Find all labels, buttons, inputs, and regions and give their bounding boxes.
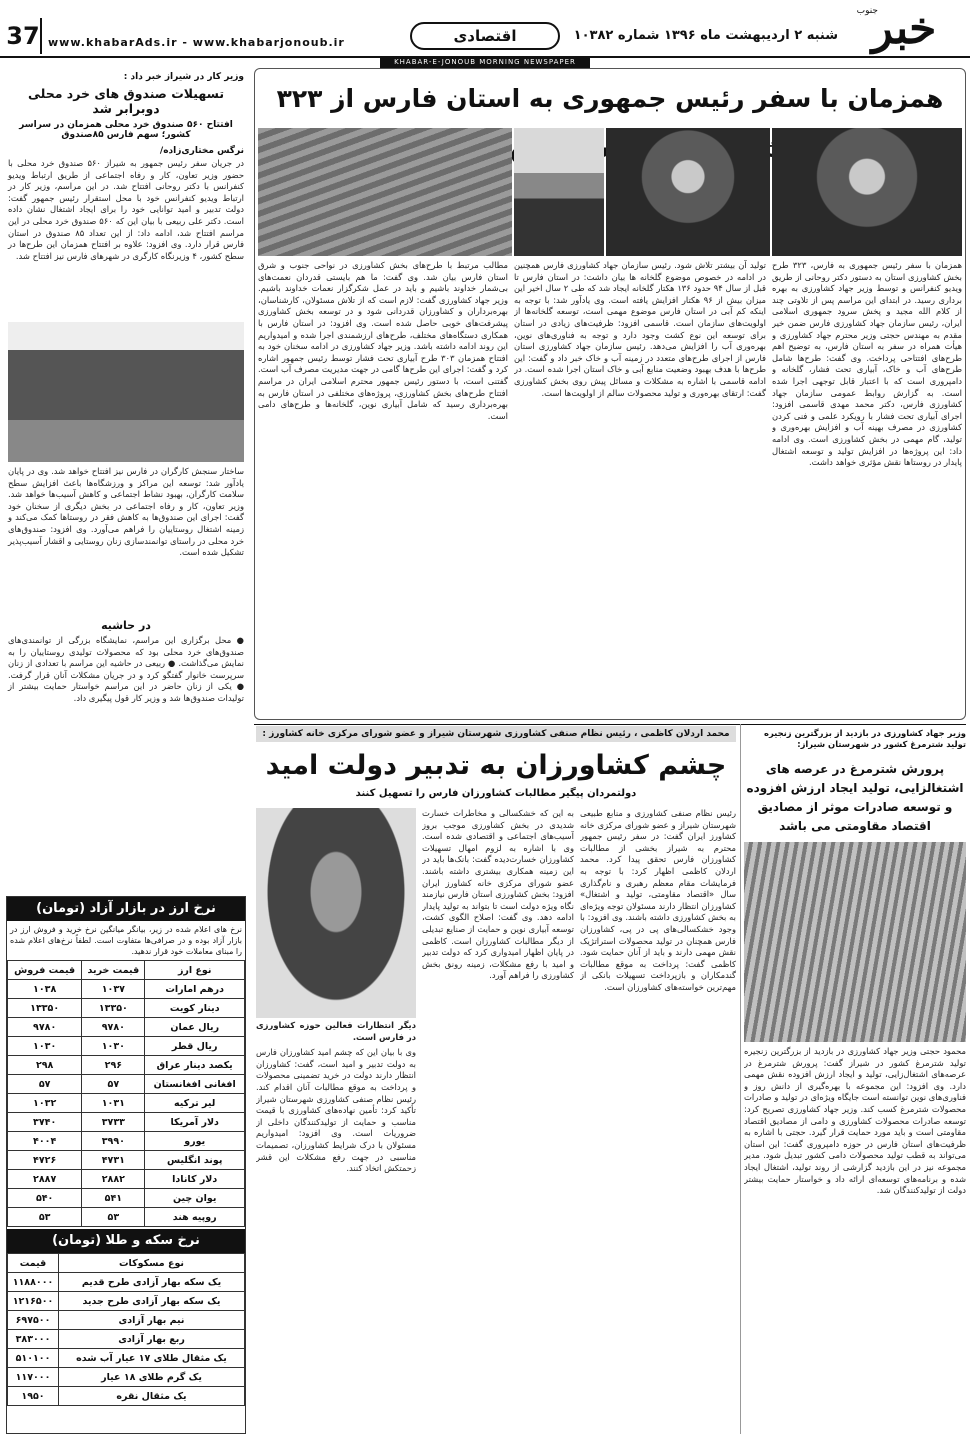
left-body-2: ساختار سنجش کارگران در فارس نیز افتتاح خواهد شد. وی در پایان یادآور شد: توسعه این مراکز و ورزشگاه‌ها باعث افزایش سطح سلامت کارگران، بهبود نشاط اجتماعی و کاهش آسیب‌ها خواهد شد. وزیر تعاون، کار و رفاه اجتماعی در بخش دیگری از سخنان خود گفت: اجرای این صندوق‌ها به کاهش فقر در روستاها کمک می‌کند و زمینه اشتغال روستاییان را فراهم می‌آورد. وی افزود: صندوق‌های خرد محلی در راستای توانمندسازی زنان روستایی و اقشار آسیب‌پذیر تشکیل شده است. [8,466,244,558]
second-headline: چشم کشاورزان به تدبیر دولت امید [265,750,727,781]
currency-panel [6,896,246,1434]
coin-cell: یک سکه بهار آزادی طرح قدیم [59,1273,245,1292]
currency-cell: ۱۰۳۷ [82,980,145,999]
currency-cell: ۳۹۹۰ [82,1132,145,1151]
currency-cell: ۲۹۸ [8,1056,82,1075]
currency-title: نرخ ارز در بازار آزاد (تومان) [7,897,245,921]
left-column-story [4,70,248,890]
col-header: قیمت [8,1254,59,1273]
currency-cell: پوند انگلیس [145,1151,245,1170]
currency-row [8,1113,245,1132]
second-subhead: دولتمردان پیگیر مطالبات کشاورزان فارس را تسهیل کنند [355,788,637,799]
currency-note: نرخ های اعلام شده در زیر، بیانگر میانگین نرخ خرید و فروش ارز در بازار آزاد بوده و در صرافی‌ها متفاوت است. لطفاً نرخ‌های اعلام شده را مبنای معاملات خود قرار ندهید. [10,925,242,956]
second-col1: رئیس نظام صنفی کشاورزی و منابع طبیعی شهرستان شیراز و عضو شورای مرکزی خانه کشاورز ایران گفت: در سفر رئیس جمهور محترم به شیراز بخشی از مطالبات کشاورزان فارس تحقق پیدا کرد. محمد اردلان کاظمی اظهار کرد: با توجه به فرمایشات مقام معظم رهبری و نام‌گذاری سال «اقتصاد مقاومتی، تولید و اشتغال» کشاورزان انتظار دارند مسئولان توجه ویژه‌ای به بخش کشاورزی داشته باشند. وی افزود: با وجود خشکسالی‌های پی در پی، کشاورزان فارس همچنان در تولید محصولات استراتژیک نقش مهمی دارند و باید از آنان حمایت شود. کاظمی گفت: پرداخت به موقع مطالبات گندمکاران و بازپرداخت تسهیلات بانکی از مهم‌ترین خواسته‌های کشاورزان است. [580,808,736,992]
main-story-col3: مطالب مرتبط با طرح‌های بخش کشاورزی در نواحی جنوب و شرق استان فارس بیان شد. وی گفت: ما هم بایستی قدردان نعمت‌های بی‌شمار خداوند باشیم و باید در عمل شکرگزار نعمات خداوند باشیم. وزیر جهاد کشاورزی گفت: لازم است که از تلاش مسئولان، کارشناسان، بهره‌برداران و کشاورزان قدردانی شود و در توسعه بخش کشاورزی پیشرفت‌های خوبی حاصل شده است. وی افزود: در استان فارس با همکاری دستگاه‌های مختلف، طرح‌های ارزشمندی اجرا شده و امیدواریم این روند ادامه داشته باشد. وزیر جهاد کشاورزی در ادامه سخنان خود به افتتاح همزمان ۳۰۳ طرح آبیاری تحت فشار توسط رئیس جمهور اشاره کرد و گفت: اجرای این طرح‌ها گامی در جهت مدیریت مصرف آب است. گفتنی است، با دستور رئیس جمهور محترم اسلامی ایران در مراسم افتتاح طرح‌های بخش کشاورزی، پروژه‌های مختلفی در استان فارس به بهره‌برداری رسید که شامل آبیاری نوین، گلخانه‌ها و طرح‌های دامی است. [258,260,508,421]
currency-cell: ۴۰۰۴ [8,1132,82,1151]
coin-row [8,1292,245,1311]
currency-cell: دینار کویت [145,999,245,1018]
currency-row [8,1132,245,1151]
currency-cell: ریال عمان [145,1018,245,1037]
coin-cell: نیم بهار آزادی [59,1311,245,1330]
coin-table [7,1253,245,1406]
coin-row [8,1311,245,1330]
currency-cell: ۲۸۸۷ [8,1170,82,1189]
currency-cell: ۵۷ [8,1075,82,1094]
second-col3 [256,1020,416,1430]
coin-row [8,1349,245,1368]
currency-cell: ۲۹۶ [82,1056,145,1075]
coin-cell: یک سکه بهار آزادی طرح جدید [59,1292,245,1311]
currency-cell: ۳۷۴۰ [8,1113,82,1132]
main-headline: همزمان با سفر رئیس جمهوری به استان فارس از ۳۲۳ [276,84,944,113]
coin-cell: ۱۱۷۰۰۰ [8,1368,59,1387]
coin-cell: ۱۱۸۸۰۰۰ [8,1273,59,1292]
currency-cell: افغانی افغانستان [145,1075,245,1094]
currency-cell: ۱۰۳۰ [82,1037,145,1056]
col-header: نوع مسکوکات [59,1254,245,1273]
third-kicker: وزیر جهاد کشاورزی در بازدید از بزرگترین زنجیره تولید شترمرغ کشور در شهرستان شیراز: [764,728,966,749]
currency-cell: ۱۳۳۵۰ [8,999,82,1018]
coin-cell: یک مثقال نقره [59,1387,245,1406]
currency-cell: ۵۳ [8,1208,82,1227]
col-header: نوع ارز [145,961,245,980]
coin-row [8,1387,245,1406]
divider [254,724,966,725]
currency-header-row [8,961,245,980]
photo-speaker [606,128,770,256]
left-subhead-2: در حاشیه [101,619,151,632]
left-headline: تسهیلات صندوق های خرد محلی دوبرابر شد [27,86,225,116]
currency-cell: ۱۰۳۸ [8,980,82,999]
website-urls[interactable]: www.khabarAds.ir - www.khabarjonoub.ir [48,36,345,49]
currency-cell: دلار آمریکا [145,1113,245,1132]
currency-cell: ۴۷۲۶ [8,1151,82,1170]
newspaper-logo: خبر [871,3,937,54]
page-number: 37 [6,18,42,54]
main-story-col1: همزمان با سفر رئیس جمهوری به فارس، ۳۲۳ طرح بخش کشاورزی استان به دستور دکتر روحانی از طریق ویدیو کنفرانس و توسط وزیر جهاد کشاورزی به بهره برداری رسید. در ابتدای این مراسم پس از تلاوتی چند از کلام الله مجید و پخش سرود جمهوری اسلامی ایران، رئیس سازمان جهاد کشاورزی فارس ضمن خیر مقدم به مهندس حجتی وزیر محترم جهاد کشاورزی و هیأت همراه در سفر به استان فارس، به توضیح اهم طرح‌های افتتاحی پرداخت. وی گفت: طرح‌ها شامل طرح‌های آب و خاک، آبیاری تحت فشار، گلخانه و دامپروری است که با اعتبار قابل توجهی اجرا شده است. به گزارش روابط عمومی سازمان جهاد کشاورزی فارس، دکتر محمد مهدی قاسمی افزود: اجرای آبیاری تحت فشار با رویکرد علمی و فنی کردن کشاورزی در مصرف بهینه آب و افزایش بهره‌وری و تولید، گام مهمی در بخش کشاورزی است. وی ادامه داد: این پروژه‌ها در افزایش تولید و توسعه اشتغال پایدار در روستاها نقش مؤثری خواهد داشت. [772,260,962,468]
currency-row [8,1189,245,1208]
main-story-col2: تولید آن بیشتر تلاش شود. رئیس سازمان جهاد کشاورزی فارس همچنین در ادامه در خصوص موضوع گلخانه ها بیان داشت: در استان فارس تا قبل از سال ۹۴ حدود ۱۳۶ هکتار گلخانه ایجاد شد که طی ۲ سال اخیر این میزان بیش از ۹۶ هکتار افزایش یافته است. وی یادآور شد: با توجه به اینکه کم آبی در استان فارس موضوع مهمی است، توسعه گلخانه‌ها از اولویت‌های سازمان است. قاسمی افزود: ظرفیت‌های زیادی در استان برای توسعه این نوع کشت وجود دارد و توجه به فناوری‌های نوین، بهره‌وری آب را افزایش می‌دهد. رئیس سازمان جهاد کشاورزی استان فارس از اجرای طرح‌های متعدد در زمینه آب و خاک خبر داد و گفت: این طرح‌ها با هدف بهبود وضعیت منابع آبی و خاک استان اجرا شده است. در ادامه قاسمی با اشاره به مشکلات و مسائل پیش روی بخش کشاورزی گفت: ارتقای بهره‌وری و تولید محصولات سالم از اولویت‌ها است. [514,260,766,398]
coin-title: نرخ سکه و طلا (تومان) [7,1229,245,1253]
photo-kazemi [256,808,416,1018]
col-header: قیمت فروش [8,961,82,980]
currency-row [8,999,245,1018]
currency-cell: ۹۷۸۰ [8,1018,82,1037]
currency-cell: ۲۸۸۲ [82,1170,145,1189]
photo-ostrich-farm [744,842,966,1042]
third-headline: پرورش شترمرغ در عرصه های اشتغالزایی، تولید ایجاد ارزش افزوده و توسعه صادرات موثر از مصادیق اقتصاد مقاومتی می باشد [746,762,964,833]
currency-cell: ۱۳۳۵۰ [82,999,145,1018]
coin-header-row [8,1254,245,1273]
coin-cell: ۵۱۰۱۰۰ [8,1349,59,1368]
currency-row [8,1056,245,1075]
currency-row [8,1018,245,1037]
left-body-1: در جریان سفر رئیس جمهور به شیراز ۵۶۰ صندوق خرد محلی با حضور وزیر تعاون، کار و رفاه اجتماعی از طریق ارتباط ویدیو کنفرانس با دکتر روحانی افتتاح شد. در این مراسم، وزیر کار در ارتباط ویدیو کنفرانس خود با محل استقرار رئیس جمهور گفت: دولت تدبیر و امید توانایی خود را برای ایجاد اشتغال نشان داده است. دکتر علی ربیعی با بیان این که ۵۶۰ صندوق خرد محلی در این مراسم افتتاح شد، ادامه داد: از این تعداد ۸۵ صندوق در استان فارس قرار دارد. وی افزود: علاوه بر افتتاح همزمان این طرح‌ها در سطح کشور، ۴ وزیرنگاه کارگری در شهرهای فارس نیز افتتاح شد. [8,158,244,261]
currency-row [8,1094,245,1113]
coin-row [8,1273,245,1292]
coin-cell: ربع بهار آزادی [59,1330,245,1349]
currency-row [8,1037,245,1056]
masthead-strip: KHABAR-E-JONOUB MORNING NEWSPAPER [380,56,590,68]
coin-cell: ۱۲۱۶۵۰۰ [8,1292,59,1311]
currency-cell: روپیه هند [145,1208,245,1227]
currency-cell: ۵۷ [82,1075,145,1094]
currency-cell: ۵۳ [82,1208,145,1227]
currency-cell: ۳۷۳۳ [82,1113,145,1132]
photo-caption: دیگر انتظارات فعالین حوزه کشاورزی در فارس است. [256,1020,416,1042]
coin-cell: ۱۹۵۰ [8,1387,59,1406]
column-rule [740,724,741,1434]
left-kicker: وزیر کار در شیراز خبر داد : [123,72,244,82]
currency-cell: دلار کانادا [145,1170,245,1189]
currency-cell: ۴۷۳۱ [82,1151,145,1170]
currency-row [8,1208,245,1227]
currency-row [8,1170,245,1189]
coin-cell: یک مثقال طلای ۱۷ عیار آب شده [59,1349,245,1368]
logo-subtitle: جنوب [856,6,878,16]
currency-cell: لیر ترکیه [145,1094,245,1113]
currency-cell: ۱۰۳۰ [8,1037,82,1056]
coin-cell: ۳۸۳۰۰۰ [8,1330,59,1349]
currency-cell: ۱۰۳۱ [82,1094,145,1113]
currency-row [8,1151,245,1170]
left-body-3: ● محل برگزاری این مراسم، نمایشگاه بزرگی از توانمندی‌های صندوق‌های خرد محلی بود که محصولات تولیدی روستاییان را به نمایش می‌گذاشت. ● ربیعی در حاشیه این مراسم با تعدادی از زنان سرپرست خانوار گفتگو کرد و در جریان مشکلات آنان قرار گرفت. ● یکی از زنان حاضر در این مراسم خواستار حمایت بیشتر از تولیدات صندوق‌ها شد و وزیر کار قول پیگیری داد. [8,635,244,703]
coin-cell: یک گرم طلای ۱۸ عیار [59,1368,245,1387]
coin-row [8,1330,245,1349]
second-kicker: محمد اردلان کاظمی ، رئیس نظام صنفی کشاورزی شهرستان شیراز و عضو شورای مرکزی خانه کشاورز : [256,726,736,742]
photo-irrigation-field [258,128,512,256]
currency-cell: یورو [145,1132,245,1151]
page-header [0,0,970,58]
coin-row [8,1368,245,1387]
photo-minister-speech [772,128,962,256]
section-label: اقتصادی [410,22,560,50]
third-body: محمود حجتی وزیر جهاد کشاورزی در بازدید از بزرگترین زنجیره تولید شترمرغ کشور در شیراز گفت: پرورش شترمرغ در عرصه‌های اشتغال‌زایی، تولید و ایجاد ارزش افزوده نقش مهمی دارد. وی افزود: این مجموعه با بهره‌گیری از دانش روز و فناوری‌های نوین توانسته است جایگاه ویژه‌ای در تولید و صادرات محصولات شترمرغ کسب کند. وزیر جهاد کشاورزی تصریح کرد: توسعه صادرات محصولات کشاورزی و دامی از مصادیق اقتصاد مقاومتی است و باید مورد حمایت قرار گیرد. حجتی با اشاره به ظرفیت‌های استان فارس در حوزه دامپروری گفت: این استان می‌تواند به قطب تولید محصولات دامی کشور تبدیل شود. مدیر مجموعه نیز در این بازدید گزارشی از روند تولید، اشتغال ایجاد شده و برنامه‌های توسعه‌ای ارائه داد و خواستار حمایت بیشتر دولت از تولیدکنندگان شد. [744,1046,966,1196]
currency-row [8,1075,245,1094]
left-subhead: افتتاح ۵۶۰ صندوق خرد محلی همزمان در سراسر کشور؛ سهم فارس ۸۵صندوق [19,120,233,140]
currency-cell: ۹۷۸۰ [82,1018,145,1037]
photo-minister-group [8,322,244,462]
left-byline: نرگس مختاری‌زاده/ [159,146,244,156]
currency-cell: یکصد دینار عراق [145,1056,245,1075]
currency-cell: ریال قطر [145,1037,245,1056]
currency-cell: ۵۴۱ [82,1189,145,1208]
currency-row [8,980,245,999]
second-col2: به این که خشکسالی و مخاطرات خسارت شدیدی در بخش کشاورزی موجب بروز آسیب‌های اجتماعی و اقتصادی شده است. وی با اشاره به لزوم امهال تسهیلات کشاورزان خسارت‌دیده گفت: بانک‌ها باید در این زمینه همکاری بیشتری داشته باشند. عضو شورای مرکزی خانه کشاورز ایران افزود: بخش کشاورزی استان فارس نیازمند نگاه ویژه دولت است تا بتواند به تولید پایدار ادامه دهد. وی گفت: اصلاح الگوی کشت، توسعه آبیاری نوین و حمایت از صنایع تبدیلی از دیگر مطالبات کشاورزان است. کاظمی در پایان اظهار امیدواری کرد که دولت تدبیر و امید با رفع مشکلات، زمینه رونق بخش کشاورزی را فراهم آورد. [422,808,574,981]
currency-cell: ۱۰۳۲ [8,1094,82,1113]
dateline: شنبه ۲ اردیبهشت ماه ۱۳۹۶ شماره ۱۰۳۸۲ [573,28,838,43]
second-col3-text: وی با بیان این که چشم امید کشاورزان فارس به دولت تدبیر و امید است، گفت: کشاورزان انتظار دارند دولت در خرید تضمینی محصولات و پرداخت به موقع مطالبات آنان اقدام کند. رئیس نظام صنفی کشاورزی شهرستان شیراز تأکید کرد: تأمین نهاده‌های کشاورزی با قیمت مناسب و حمایت از تولیدکنندگان داخلی از ضروریات است. وی افزود: امیدواریم مسئولان با درک شرایط کشاورزان، تصمیمات مناسبی در جهت رفع مشکلات این قشر زحمتکش اتخاذ کنند. [256,1047,416,1174]
currency-table [7,960,245,1227]
currency-cell: یوان چین [145,1189,245,1208]
currency-cell: ۵۴۰ [8,1189,82,1208]
coin-cell: ۶۹۷۵۰۰ [8,1311,59,1330]
col-header: قیمت خرید [82,961,145,980]
currency-cell: درهم امارات [145,980,245,999]
photo-crowd [514,128,604,256]
